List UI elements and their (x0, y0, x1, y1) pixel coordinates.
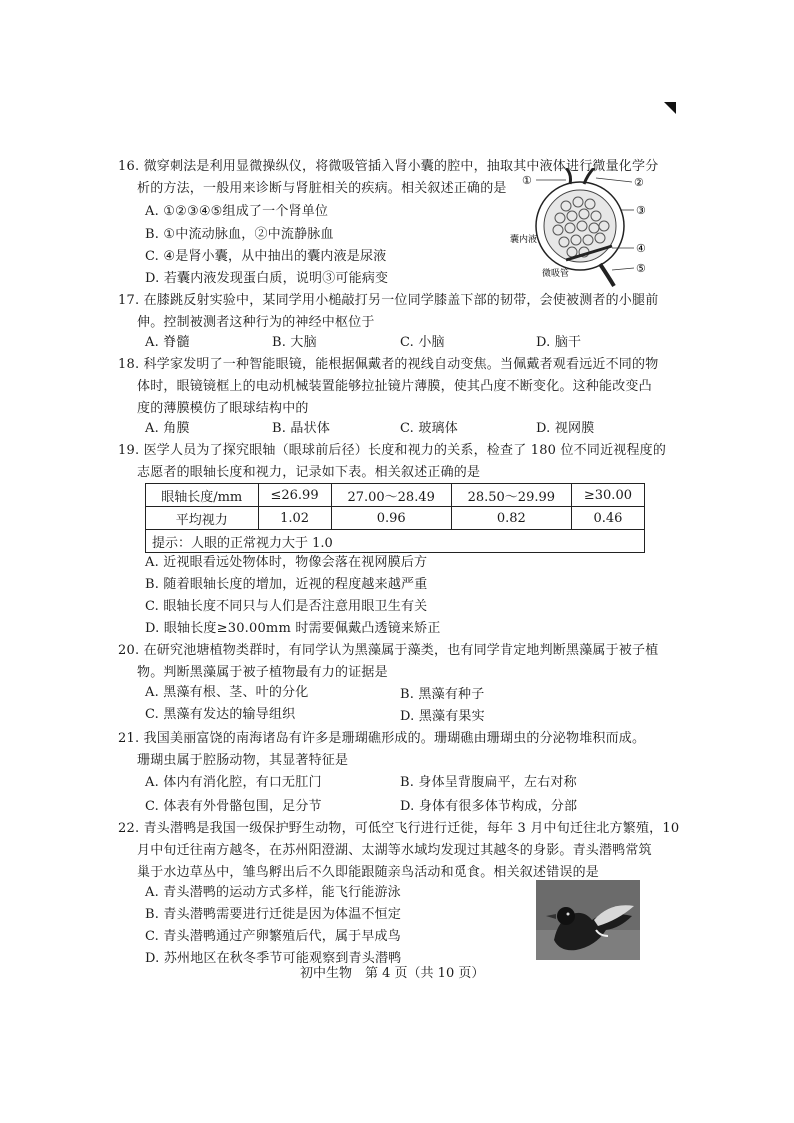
label-micropipette: 微吸管 (542, 269, 570, 279)
corner-mark (664, 102, 676, 114)
q16-option-d: D. 若囊内液发现蛋白质，说明③可能病变 (145, 271, 389, 286)
q22-stem-line1: 22. 青头潜鸭是我国一级保护野生动物，可低空飞行进行迁徙，每年 3 月中旬迁往北方繁殖，10 (118, 821, 680, 836)
table-header-cell: ≤26.99 (258, 484, 331, 507)
table-header-cell: 27.00～28.49 (331, 484, 451, 507)
q18-option-c: C. 玻璃体 (400, 421, 458, 436)
q16-stem-line1: 16. 微穿刺法是利用显微操纵仪，将微吸管插入肾小囊的腔中，抽取其中液体进行微量化学分 (118, 159, 659, 174)
table-header-cell: ≥30.00 (571, 484, 644, 507)
label-4: ④ (636, 242, 646, 255)
q21-option-d: D. 身体有很多体节构成，分部 (400, 799, 578, 814)
q17-option-c: C. 小脑 (400, 335, 445, 350)
q19-option-c: C. 眼轴长度不同只与人们是否注意用眼卫生有关 (145, 599, 428, 614)
q22-option-c: C. 青头潜鸭通过产卵繁殖后代，属于早成鸟 (145, 929, 401, 944)
table-row (146, 507, 645, 530)
q21-option-b: B. 身体呈背腹扁平，左右对称 (400, 775, 577, 790)
q21-option-c: C. 体表有外骨骼包围，足分节 (145, 799, 322, 814)
table-header-cell: 28.50～29.99 (451, 484, 571, 507)
table-hint: 提示：人眼的正常视力大于 1.0 (146, 530, 645, 553)
q22-option-b: B. 青头潜鸭需要进行迁徙是因为体温不恒定 (145, 907, 402, 922)
page-footer: 初中生物 第 4 页（共 10 页） (300, 966, 485, 981)
label-5: ⑤ (636, 262, 646, 275)
q18-option-d: D. 视网膜 (536, 421, 595, 436)
q16-option-a: A. ①②③④⑤组成了一个肾单位 (145, 204, 329, 219)
q19-option-d: D. 眼轴长度≥30.00mm 时需要佩戴凸透镜来矫正 (145, 621, 441, 636)
table-row (146, 484, 645, 507)
label-3: ③ (636, 204, 646, 217)
afferent-arteriole (566, 168, 571, 184)
q21-stem-line2: 珊瑚虫属于腔肠动物，其显著特征是 (137, 753, 349, 768)
table-row (146, 530, 645, 553)
duck-eye (567, 913, 570, 916)
table-header-cell: 眼轴长度/mm (146, 484, 259, 507)
q20-stem-line1: 20. 在研究池塘植物类群时，有同学认为黑藻属于藻类，也有同学肯定地判断黑藻属于被子植 (118, 643, 659, 658)
renal-tubule (600, 264, 614, 286)
duck-head (557, 907, 575, 925)
label-1: ① (522, 174, 532, 187)
q19-option-a: A. 近视眼看远处物体时，物像会落在视网膜后方 (145, 555, 428, 570)
q20-option-c: C. 黑藻有发达的输导组织 (145, 707, 296, 722)
eye-axis-table (145, 483, 645, 553)
q18-stem-line1: 18. 科学家发明了一种智能眼镜，能根据佩戴者的视线自动变焦。当佩戴者观看远近不同的物 (118, 357, 659, 372)
q16-option-b: B. ①中流动脉血，②中流静脉血 (145, 227, 334, 242)
baer-pochard-photo (536, 880, 640, 960)
q21-stem-line1: 21. 我国美丽富饶的南海诸岛有许多是珊瑚礁形成的。珊瑚礁由珊瑚虫的分泌物堆积而成。 (118, 731, 646, 746)
table-cell: 平均视力 (146, 507, 259, 530)
q18-stem-line3: 度的薄膜模仿了眼球结构中的 (137, 401, 309, 416)
table-cell: 0.82 (451, 507, 571, 530)
q17-option-a: A. 脊髓 (145, 335, 190, 350)
q21-option-a: A. 体内有消化腔，有口无肛门 (145, 775, 322, 790)
q17-option-d: D. 脑干 (536, 335, 582, 350)
efferent-arteriole (584, 168, 594, 184)
q16-stem-line2: 析的方法，一般用来诊断与肾脏相关的疾病。相关叙述正确的是 (137, 181, 507, 196)
q22-option-d: D. 苏州地区在秋冬季节可能观察到青头潜鸭 (145, 951, 402, 966)
q18-option-a: A. 角膜 (145, 421, 190, 436)
q19-stem-line2: 志愿者的眼轴长度和视力，记录如下表。相关叙述正确的是 (137, 465, 481, 480)
q17-option-b: B. 大脑 (272, 335, 317, 350)
q19-stem-line1: 19. 医学人员为了探究眼轴（眼球前后径）长度和视力的关系，检查了 180 位不同近视程度的 (118, 443, 667, 458)
q20-option-b: B. 黑藻有种子 (400, 687, 485, 702)
table-cell: 0.96 (331, 507, 451, 530)
q22-stem-line3: 巢于水边草丛中，雏鸟孵出后不久即能跟随亲鸟活动和觅食。相关叙述错误的是 (137, 865, 600, 880)
table-cell: 1.02 (258, 507, 331, 530)
q19-option-b: B. 随着眼轴长度的增加，近视的程度越来越严重 (145, 577, 428, 592)
q20-stem-line2: 物。判断黑藻属于被子植物最有力的证据是 (137, 665, 388, 680)
label-2: ② (634, 176, 644, 189)
q16-option-c: C. ④是肾小囊，从中抽出的囊内液是尿液 (145, 249, 387, 264)
q22-stem-line2: 月中旬迁往南方越冬，在苏州阳澄湖、太湖等水域均发现过其越冬的身影。青头潜鸭常筑 (137, 843, 652, 858)
q18-stem-line2: 体时，眼镜镜框上的电动机械装置能够拉扯镜片薄膜，使其凸度不断变化。这种能改变凸 (137, 379, 652, 394)
q17-stem-line1: 17. 在膝跳反射实验中，某同学用小槌敲打另一位同学膝盖下部的韧带，会使被测者的小腿前 (118, 293, 659, 308)
q22-option-a: A. 青头潜鸭的运动方式多样，能飞行能游泳 (145, 885, 401, 900)
q18-option-b: B. 晶状体 (272, 421, 331, 436)
q20-option-a: A. 黑藻有根、茎、叶的分化 (145, 685, 309, 700)
q17-stem-line2: 伸。控制被测者这种行为的神经中枢位于 (137, 315, 375, 330)
table-cell: 0.46 (571, 507, 644, 530)
kidney-nephron-diagram (508, 168, 658, 288)
q20-option-d: D. 黑藻有果实 (400, 709, 485, 724)
label-capsular-fluid: 囊内液 (510, 235, 538, 245)
